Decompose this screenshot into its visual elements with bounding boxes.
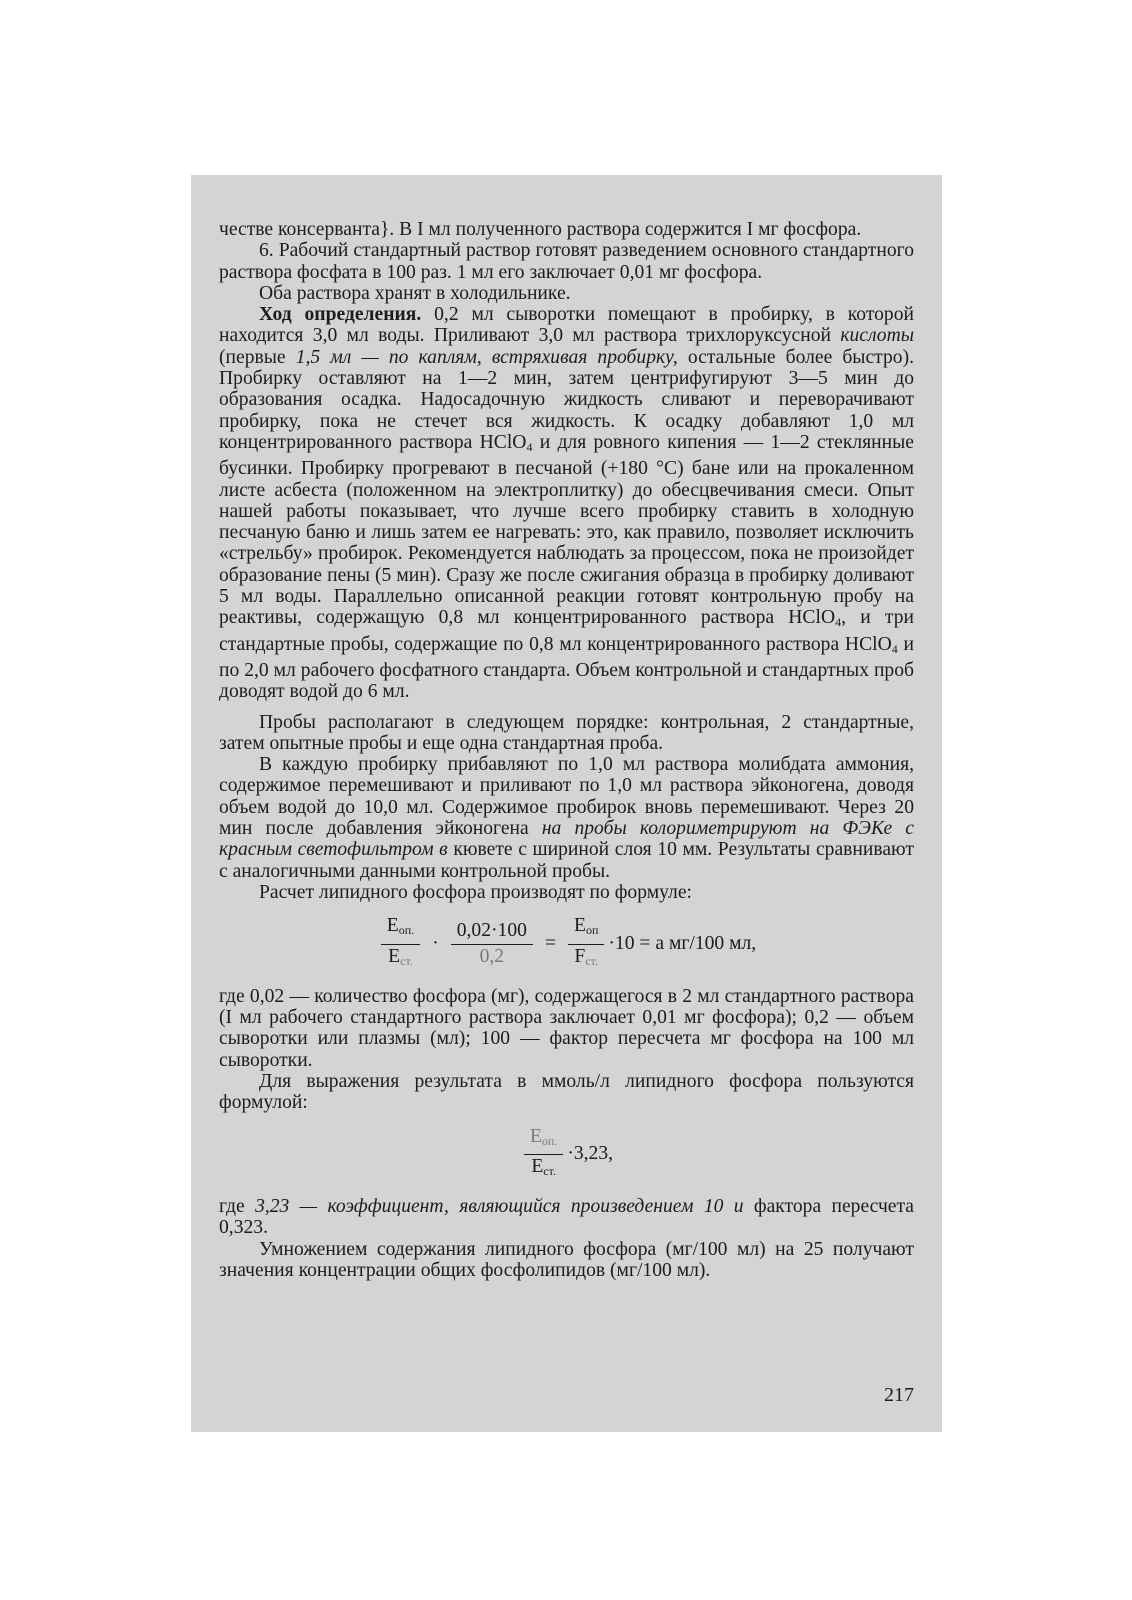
book-page	[191, 175, 942, 1432]
page-number: 217	[884, 1384, 914, 1406]
paragraph-where-2: где 3,23 — коэффициент, являющийся произведением 10 и фактора пересчета 0,323.	[219, 1196, 914, 1239]
formula-lipid-phosphorus: $\frac{E_{оп.}}{E_{ст.}}$ · $\frac{0,02\cdot 100}{0,2}$ = $\frac{E_{оп}}{F_{ст.}}$ ·10 = а мг/100 мл,	[219, 915, 914, 972]
paragraph-storage: Оба раствора хранят в холодильнике.	[259, 282, 571, 304]
paragraph-mmol-intro: Для выражения результата в ммоль/л липидного фосфора пользуются формулой:	[219, 1070, 914, 1114]
fraction-factor: $\frac{0,02\cdot 100}{0,2}$	[451, 920, 533, 967]
formula-mmol-tail: ·3,23,	[567, 1143, 614, 1165]
paragraph-molybdate: В каждую пробирку прибавляют по 1,0 мл раствора молибдата аммония, содержимое перемешивают и приливают по 1,0 мл раствора эйконогена, доводя объем водой до 10,0 мл. Содержимое пробирок вновь перемешивают. Через 20 мин после добавления эйконогена на пробы колориметрируют на ФЭКе с красным светофильтром в кювете с шириной слоя 10 мм. Результаты сравнивают с аналогичными данными контрольной пробы.	[219, 754, 914, 882]
paragraph-method: Ход определения. 0,2 мл сыворотки помещают в пробирку, в которой находится 3,0 мл воды. Приливают 3,0 мл раствора трихлоруксусной кислоты (первые 1,5 мл — по каплям, встряхивая пробирку, остальные более быстро). Пробирку оставляют на 1—2 мин, затем центрифугируют 3—5 мин до образования осадка. Надосадочную жидкость сливают и переворачивают пробирку, пока не стечет вся жидкость. К осадку добавляют 1,0 мл концентрированного раствора HClO$_4$ и для ровного кипения — 1—2 стеклянные бусинки. Пробирку прогревают в песчаной (+180 °С) бане или на прокаленном листе асбеста (положенном на электроплитку) до обесцвечивания смеси. Опыт нашей работы показывает, что лучше всего пробирку ставить в холодную песчаную баню и лишь затем ее нагревать: это, как правило, позволяет исключить «стрельбу» пробирок. Рекомендуется наблюдать за процессом, пока не произойдет образование пены (5 мин). Сразу же после сжигания образца в пробирку доливают 5 мл воды. Параллельно описанной реакции готовят контрольную пробу на реактивы, содержащую 0,8 мл концентрированного раствора HClO$_4$, и три стандартные пробы, содержащие по 0,8 мл концентрированного раствора HClO$_4$ и по 2,0 мл рабочего фосфатного стандарта. Объем контрольной и стандартных проб доводят водой до 6 мл.	[219, 304, 915, 703]
formula-result: ·10 = а мг/100 мл,	[608, 932, 757, 954]
fraction-e-ratio: $\frac{E_{оп.}}{E_{ст.}}$	[381, 915, 420, 972]
paragraph-order: Пробы располагают в следующем порядке: контрольная, 2 стандартные, затем опытные пробы и еще одна стандартная проба.	[219, 711, 914, 754]
method-heading: Ход определения.	[259, 304, 422, 326]
paragraph-final: Умножением содержания липидного фосфора (мг/100 мл) на 25 получают значения концентрации общих фосфолипидов (мг/100 мл).	[219, 1238, 914, 1282]
paragraph-where-1: где 0,02 — количество фосфора (мг), содержащегося в 2 мл стандартного раствора (I мл рабочего стандартного раствора заключает 0,01 мг фосфора); 0,2 — объем сыворотки или плазмы (мл); 100 — фактор пересчета мг фосфора на 100 мл сыворотки.	[219, 985, 914, 1071]
fraction-mmol: $\frac{E_{оп.}}{E_{ст.}}$	[524, 1126, 563, 1183]
paragraph-working-standard: 6. Рабочий стандартный раствор готовят разведением основного стандартного раствора фосфата в 100 раз. 1 мл его заключает 0,01 мг фосфора.	[219, 240, 914, 283]
paragraph-calc-intro: Расчет липидного фосфора производят по формуле:	[259, 881, 692, 903]
fraction-e-ratio-2: $\frac{E_{оп}}{F_{ст.}}$	[568, 915, 604, 972]
formula-mmol	[219, 1126, 914, 1183]
paragraph-preservative: честве консерванта}. В I мл полученного раствора содержится I мг фосфора.	[219, 219, 862, 240]
